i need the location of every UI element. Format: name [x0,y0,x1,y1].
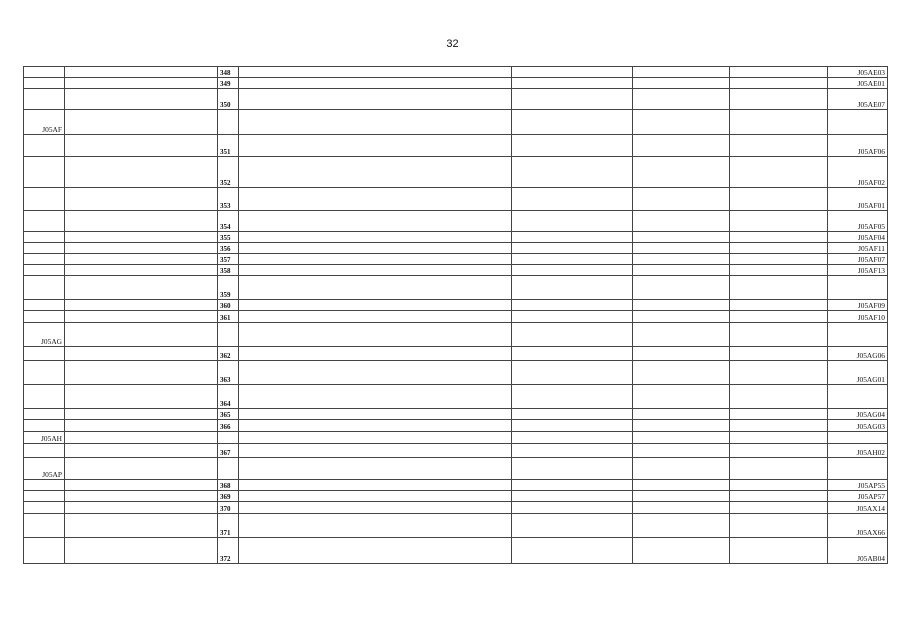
group-name [65,514,218,538]
dosage-form [512,361,633,385]
drug-name [239,347,512,361]
group-name [65,347,218,361]
atc-code: J05AF04 [828,232,888,243]
dosage-form [512,491,633,502]
dosage-form [512,211,633,232]
group-code [24,89,65,110]
group-code: J05AG [24,323,65,347]
blank-cell [730,265,828,276]
group-code [24,67,65,78]
group-row [24,432,888,444]
row-number: 359 [218,276,239,300]
drug-name [239,480,512,491]
row-number: 352 [218,157,239,188]
group-code: J05AH [24,432,65,444]
group-code [24,491,65,502]
row-number [218,432,239,444]
extra-form [633,480,730,491]
group-code [24,243,65,254]
blank-cell [730,491,828,502]
table-row [24,347,888,361]
dosage-form [512,188,633,211]
row-number: 356 [218,243,239,254]
dosage-form [512,67,633,78]
table-row [24,538,888,564]
table-row [24,78,888,89]
atc-code: J05AX66 [828,514,888,538]
atc-code: J05AF09 [828,300,888,311]
blank-cell [730,300,828,311]
drug-name [239,110,512,135]
atc-code [828,458,888,480]
dosage-form [512,110,633,135]
group-name [65,311,218,323]
atc-code [828,276,888,300]
blank-cell [730,254,828,265]
dosage-form [512,347,633,361]
dosage-form [512,458,633,480]
group-code [24,311,65,323]
row-number: 372 [218,538,239,564]
group-code [24,514,65,538]
extra-form [633,188,730,211]
group-code [24,502,65,514]
table-row [24,211,888,232]
table-body [24,67,888,564]
blank-cell [730,432,828,444]
blank-cell [730,514,828,538]
blank-cell [730,361,828,385]
row-number: 350 [218,89,239,110]
dosage-form [512,232,633,243]
blank-cell [730,347,828,361]
drug-name [239,444,512,458]
group-code [24,188,65,211]
atc-code: J05AF05 [828,211,888,232]
drug-name [239,491,512,502]
drug-name [239,135,512,157]
row-number: 368 [218,480,239,491]
group-code [24,211,65,232]
group-code [24,135,65,157]
atc-code [828,110,888,135]
table-row [24,188,888,211]
drug-name [239,432,512,444]
row-number: 371 [218,514,239,538]
blank-cell [730,232,828,243]
extra-form [633,232,730,243]
extra-form [633,211,730,232]
group-name [65,89,218,110]
drug-name [239,420,512,432]
drug-name [239,361,512,385]
blank-cell [730,243,828,254]
drug-name [239,157,512,188]
dosage-form [512,265,633,276]
extra-form [633,361,730,385]
atc-code: J05AG03 [828,420,888,432]
blank-cell [730,188,828,211]
drug-name [239,385,512,409]
page-number: 32 [446,38,459,50]
extra-form [633,254,730,265]
atc-code: J05AB04 [828,538,888,564]
drug-name [239,409,512,420]
blank-cell [730,480,828,491]
dosage-form [512,311,633,323]
extra-form [633,110,730,135]
dosage-form [512,135,633,157]
group-name [65,243,218,254]
extra-form [633,538,730,564]
group-code [24,300,65,311]
group-name [65,480,218,491]
group-name [65,409,218,420]
drug-name [239,538,512,564]
extra-form [633,420,730,432]
row-number [218,110,239,135]
dosage-form [512,78,633,89]
group-name [65,538,218,564]
row-number: 357 [218,254,239,265]
group-name [65,232,218,243]
group-name [65,78,218,89]
atc-code: J05AG01 [828,361,888,385]
extra-form [633,311,730,323]
group-name [65,420,218,432]
drug-name [239,67,512,78]
table-row [24,243,888,254]
blank-cell [730,211,828,232]
group-name [65,157,218,188]
dosage-form [512,276,633,300]
table-row [24,361,888,385]
table-row [24,265,888,276]
atc-code: J05AE01 [828,78,888,89]
atc-code [828,323,888,347]
atc-code: J05AP55 [828,480,888,491]
group-name [65,110,218,135]
group-code [24,409,65,420]
drug-name [239,311,512,323]
dosage-form [512,157,633,188]
dosage-form [512,502,633,514]
group-name [65,188,218,211]
atc-code: J05AF13 [828,265,888,276]
atc-code: J05AF02 [828,157,888,188]
atc-code: J05AF11 [828,243,888,254]
table-row [24,491,888,502]
table-row [24,385,888,409]
group-name [65,458,218,480]
drug-name [239,254,512,265]
dosage-form [512,323,633,347]
atc-code: J05AF06 [828,135,888,157]
medicine-table [23,66,888,564]
atc-code: J05AF01 [828,188,888,211]
blank-cell [730,323,828,347]
dosage-form [512,89,633,110]
row-number: 369 [218,491,239,502]
dosage-form [512,243,633,254]
extra-form [633,502,730,514]
drug-name [239,232,512,243]
group-name [65,432,218,444]
dosage-form [512,385,633,409]
table-row [24,67,888,78]
extra-form [633,89,730,110]
row-number: 364 [218,385,239,409]
table-row [24,89,888,110]
extra-form [633,300,730,311]
atc-code: J05AG04 [828,409,888,420]
table-row [24,254,888,265]
group-name [65,211,218,232]
drug-name [239,502,512,514]
row-number: 365 [218,409,239,420]
row-number: 370 [218,502,239,514]
blank-cell [730,444,828,458]
table-row [24,409,888,420]
extra-form [633,409,730,420]
group-code [24,254,65,265]
extra-form [633,276,730,300]
row-number: 360 [218,300,239,311]
drug-name [239,265,512,276]
table-row [24,232,888,243]
table-row [24,502,888,514]
blank-cell [730,538,828,564]
atc-code: J05AX14 [828,502,888,514]
blank-cell [730,67,828,78]
group-code [24,538,65,564]
drug-name [239,458,512,480]
table-row [24,420,888,432]
row-number: 361 [218,311,239,323]
blank-cell [730,458,828,480]
group-name [65,444,218,458]
row-number [218,323,239,347]
group-name [65,323,218,347]
blank-cell [730,157,828,188]
dosage-form [512,300,633,311]
drug-name [239,78,512,89]
drug-name [239,188,512,211]
group-name [65,361,218,385]
dosage-form [512,432,633,444]
group-row [24,323,888,347]
dosage-form [512,538,633,564]
blank-cell [730,420,828,432]
blank-cell [730,311,828,323]
table-row [24,311,888,323]
group-code [24,361,65,385]
row-number: 354 [218,211,239,232]
dosage-form [512,444,633,458]
group-name [65,491,218,502]
extra-form [633,323,730,347]
group-name [65,276,218,300]
group-row [24,110,888,135]
group-code [24,276,65,300]
table-row [24,135,888,157]
table-row [24,276,888,300]
row-number: 358 [218,265,239,276]
table-row [24,157,888,188]
extra-form [633,347,730,361]
blank-cell [730,110,828,135]
extra-form [633,385,730,409]
group-code: J05AF [24,110,65,135]
extra-form [633,243,730,254]
extra-form [633,444,730,458]
extra-form [633,78,730,89]
row-number: 351 [218,135,239,157]
atc-code [828,432,888,444]
table-row [24,444,888,458]
drug-name [239,211,512,232]
blank-cell [730,78,828,89]
dosage-form [512,480,633,491]
dosage-form [512,254,633,265]
group-code [24,444,65,458]
drug-name [239,323,512,347]
atc-code: J05AH02 [828,444,888,458]
row-number: 348 [218,67,239,78]
group-code [24,480,65,491]
extra-form [633,67,730,78]
group-code [24,420,65,432]
blank-cell [730,502,828,514]
group-name [65,265,218,276]
drug-name [239,514,512,538]
atc-code [828,385,888,409]
group-code [24,265,65,276]
drug-name [239,300,512,311]
row-number: 363 [218,361,239,385]
group-name [65,67,218,78]
atc-code: J05AF10 [828,311,888,323]
atc-code: J05AE07 [828,89,888,110]
group-code [24,232,65,243]
atc-code: J05AP57 [828,491,888,502]
group-name [65,254,218,265]
group-name [65,385,218,409]
extra-form [633,135,730,157]
row-number: 349 [218,78,239,89]
row-number: 362 [218,347,239,361]
row-number: 366 [218,420,239,432]
dosage-form [512,409,633,420]
group-code [24,78,65,89]
group-name [65,300,218,311]
dosage-form [512,420,633,432]
table-row [24,300,888,311]
table-row [24,480,888,491]
drug-name [239,276,512,300]
group-code [24,347,65,361]
extra-form [633,491,730,502]
extra-form [633,157,730,188]
group-row [24,458,888,480]
dosage-form [512,514,633,538]
extra-form [633,432,730,444]
group-code [24,385,65,409]
row-number: 355 [218,232,239,243]
extra-form [633,458,730,480]
group-name [65,135,218,157]
row-number: 367 [218,444,239,458]
drug-name [239,243,512,254]
atc-code: J05AE03 [828,67,888,78]
blank-cell [730,409,828,420]
blank-cell [730,135,828,157]
blank-cell [730,385,828,409]
extra-form [633,265,730,276]
table-row [24,514,888,538]
row-number: 353 [218,188,239,211]
atc-code: J05AG06 [828,347,888,361]
drug-name [239,89,512,110]
group-code [24,157,65,188]
extra-form [633,514,730,538]
blank-cell [730,89,828,110]
row-number [218,458,239,480]
group-code: J05AP [24,458,65,480]
atc-code: J05AF07 [828,254,888,265]
group-name [65,502,218,514]
blank-cell [730,276,828,300]
